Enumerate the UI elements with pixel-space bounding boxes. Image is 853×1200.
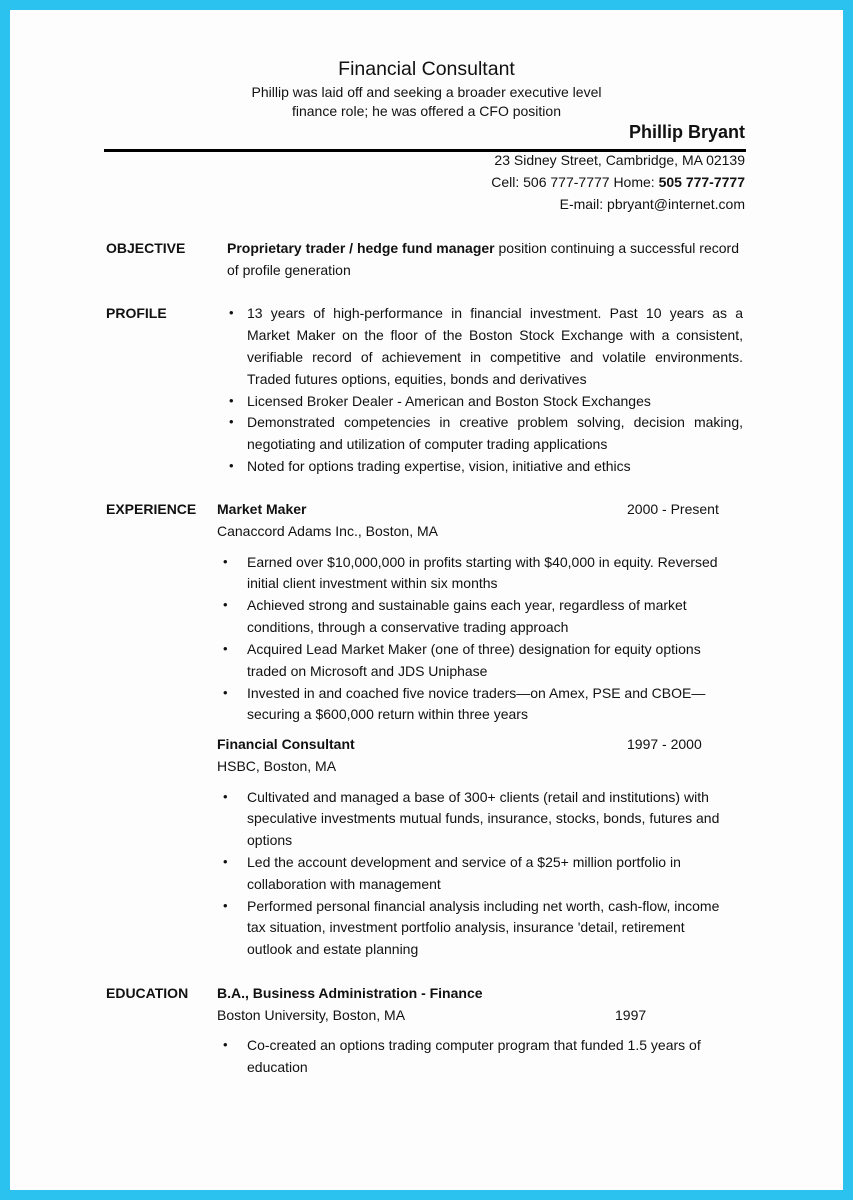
section-label-experience: EXPERIENCE bbox=[106, 501, 197, 517]
bullet-icon: • bbox=[223, 789, 228, 804]
job-bullet-line: Acquired Lead Market Maker (one of three) designation for equity options bbox=[247, 641, 701, 657]
bullet-icon: • bbox=[223, 641, 228, 656]
degree: B.A., Business Administration - Finance bbox=[217, 985, 483, 1001]
profile-line: negotiating and utilization of computer trading applications bbox=[247, 436, 608, 452]
document-subtitle-line2: finance role; he was offered a CFO position bbox=[291, 103, 561, 119]
job-dates: 1997 - 2000 bbox=[627, 736, 702, 752]
school: Boston University, Boston, MA bbox=[217, 1007, 406, 1023]
bullet-icon: • bbox=[223, 1037, 228, 1052]
job-bullet-line: securing a $600,000 return within three years bbox=[247, 706, 528, 722]
objective-bold: Proprietary trader / hedge fund manager bbox=[227, 240, 495, 256]
job-bullet-line: Achieved strong and sustainable gains each year, regardless of market bbox=[247, 597, 687, 613]
profile-line: 13 years of high-performance in financial investment. Past 10 years as a bbox=[247, 305, 743, 321]
profile-line: Demonstrated competencies in creative problem solving, decision making, bbox=[247, 414, 743, 430]
objective-rest: position continuing a successful record bbox=[494, 240, 739, 256]
job-title: Financial Consultant bbox=[217, 736, 355, 752]
document-title: Financial Consultant bbox=[338, 58, 515, 80]
profile-line: Traded futures options, equities, bonds and derivatives bbox=[247, 371, 587, 387]
job-company: Canaccord Adams Inc., Boston, MA bbox=[217, 523, 438, 539]
objective-line2: of profile generation bbox=[227, 262, 351, 278]
job-dates: 2000 - Present bbox=[627, 501, 719, 517]
section-label-objective: OBJECTIVE bbox=[106, 240, 186, 256]
bullet-icon: • bbox=[223, 597, 228, 612]
cell-phone: Cell: 506 777-7777 Home: bbox=[491, 174, 659, 190]
job-bullet-line: collaboration with management bbox=[247, 876, 441, 892]
job-bullet-line: options bbox=[247, 832, 293, 848]
objective-line1 bbox=[227, 240, 739, 256]
bullet-icon: • bbox=[223, 685, 228, 700]
job-bullet-line: Earned over $10,000,000 in profits starting with $40,000 in equity. Reversed bbox=[247, 554, 718, 570]
bullet-icon: • bbox=[229, 414, 234, 429]
job-bullet-line: initial client investment within six months bbox=[247, 575, 498, 591]
job-bullet-line: outlook and estate planning bbox=[247, 941, 419, 957]
job-bullet-line: traded on Microsoft and JDS Uniphase bbox=[247, 663, 488, 679]
section-label-profile: PROFILE bbox=[106, 305, 167, 321]
bullet-icon: • bbox=[229, 393, 234, 408]
job-bullet-line: conditions, through a conservative trading approach bbox=[247, 619, 569, 635]
graduation-year: 1997 bbox=[615, 1007, 647, 1023]
section-label-education: EDUCATION bbox=[106, 985, 189, 1001]
contact-phones bbox=[491, 174, 745, 190]
contact-address: 23 Sidney Street, Cambridge, MA 02139 bbox=[494, 152, 745, 168]
candidate-name: Phillip Bryant bbox=[628, 122, 745, 142]
profile-line: verifiable record of achievement in competitive and volatile environments. bbox=[247, 349, 743, 365]
job-bullet-line: Led the account development and service of a $25+ million portfolio in bbox=[247, 854, 681, 870]
bullet-icon: • bbox=[223, 898, 228, 913]
job-bullet-line: Invested in and coached five novice traders—on Amex, PSE and CBOE— bbox=[247, 685, 706, 701]
education-bullet-line: education bbox=[247, 1059, 308, 1075]
job-bullet-line: Cultivated and managed a base of 300+ clients (retail and institutions) with bbox=[247, 789, 709, 805]
contact-email[interactable]: E-mail: pbryant@internet.com bbox=[559, 196, 745, 212]
bullet-icon: • bbox=[223, 854, 228, 869]
bullet-icon: • bbox=[229, 305, 234, 320]
profile-line: Noted for options trading expertise, vision, initiative and ethics bbox=[247, 458, 631, 474]
job-title: Market Maker bbox=[217, 501, 307, 517]
profile-line: Market Maker on the floor of the Boston Stock Exchange with a consistent, bbox=[247, 327, 743, 343]
job-company: HSBC, Boston, MA bbox=[217, 758, 337, 774]
job-bullet-line: Performed personal financial analysis including net worth, cash-flow, income bbox=[247, 898, 720, 914]
job-bullet-line: speculative investments mutual funds, insurance, stocks, bonds, futures and bbox=[247, 810, 720, 826]
bullet-icon: • bbox=[229, 458, 234, 473]
job-bullet-line: tax situation, investment portfolio analysis, insurance 'detail, retirement bbox=[247, 919, 685, 935]
profile-line: Licensed Broker Dealer - American and Boston Stock Exchanges bbox=[247, 393, 651, 409]
document-subtitle-line1: Phillip was laid off and seeking a broader executive level bbox=[251, 84, 602, 100]
bullet-icon: • bbox=[223, 554, 228, 569]
education-bullet-line: Co-created an options trading computer program that funded 1.5 years of bbox=[247, 1037, 701, 1053]
home-phone: 505 777-7777 bbox=[658, 174, 745, 190]
